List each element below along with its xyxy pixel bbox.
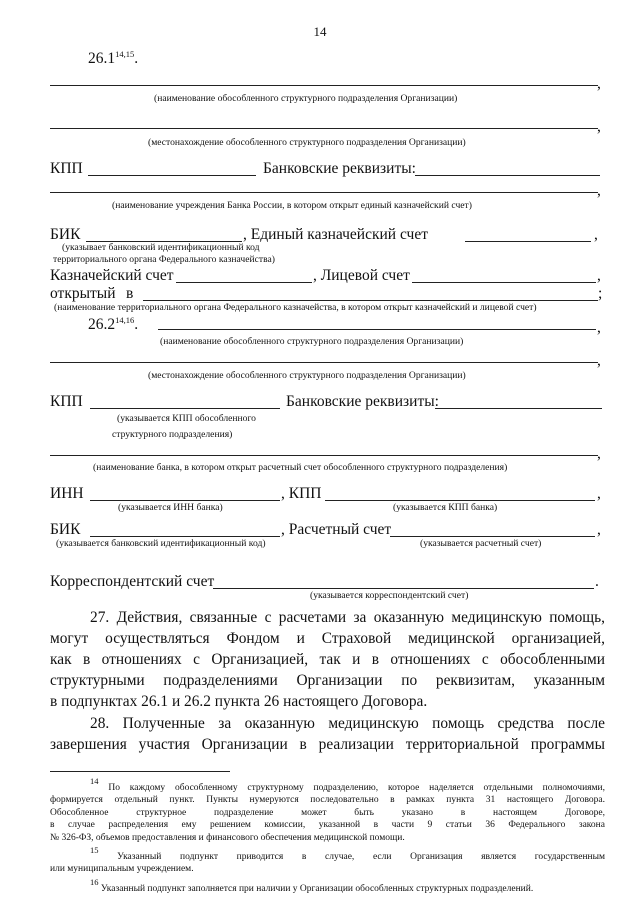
bank-name-field[interactable] (50, 455, 598, 456)
semicolon-mark: ; (598, 285, 603, 302)
p27-line: могут осуществляться Фондом и Страховой медицинской организацией, (50, 630, 605, 647)
correspondent-account-label: Корреспондентский счет (50, 573, 215, 590)
caption-unit-name-2: (наименование обособленного структурного подразделения Организации) (160, 336, 464, 347)
bik-field-2[interactable] (90, 536, 280, 537)
caption-kpp-bank: (указывается КПП банка) (393, 502, 498, 513)
caption-bank-of-russia: (наименование учреждения Банка России, в котором открыт единый казначейский счет) (112, 200, 472, 211)
footnote-ref-14-15: 14,15 (115, 49, 135, 59)
comma-mark: , (597, 319, 601, 336)
settlement-account-field[interactable] (390, 536, 595, 537)
caption-bank-name: (наименование банка, в котором открыт расчетный счет обособленного структурного подразделения) (93, 462, 508, 473)
period-mark: . (595, 573, 599, 590)
caption-bik-line1: (указывает банковский идентификационный код (62, 242, 260, 253)
paragraph-27 (50, 607, 605, 712)
footnote-14-text: По каждому обособленному структурному подразделению, которое наделяется отдельными полномочиями, (108, 783, 605, 793)
p27-line: как в отношениях с Организацией, так и в отношениях с обособленными (50, 651, 605, 668)
caption-kpp-line2: структурного подразделения) (112, 429, 233, 440)
footnote-16-mark: 16 (90, 876, 99, 887)
caption-correspondent-account: (указывается корреспондентский счет) (310, 590, 469, 601)
caption-inn: (указывается ИНН банка) (118, 502, 223, 513)
footnote-ref-14-16: 14,16 (115, 315, 135, 325)
personal-account-field[interactable] (412, 282, 596, 283)
subsection-26-2-number (88, 316, 138, 333)
subsection-26-1-dot: . (134, 50, 139, 67)
subsection-26-1-label: 26.1 (88, 50, 116, 67)
kpp-field[interactable] (88, 175, 256, 176)
comma-mark: , (597, 352, 601, 369)
unified-treasury-account-field[interactable] (465, 241, 591, 242)
footnote-separator (50, 771, 230, 772)
caption-bik-line2: территориального органа Федерального казначейства) (53, 254, 275, 265)
comma-mark: , (597, 521, 601, 538)
caption-unit-location-2: (местонахождение обособленного структурного подразделения Организации) (148, 370, 466, 381)
caption-bik-2: (указывается банковский идентификационный код) (56, 538, 266, 549)
footnote-14-line: № 326-ФЗ, объемов предоставления и финансового обеспечения медицинской помощи. (50, 832, 405, 843)
unified-treasury-account-label: , Единый казначейский счет (243, 226, 428, 243)
kpp-bank-field[interactable] (325, 500, 595, 501)
subsection-26-2-dot: . (134, 316, 139, 333)
bank-details-field[interactable] (415, 175, 600, 176)
subsection-26-1-number (88, 50, 138, 67)
org-unit-name-field-2[interactable] (158, 329, 596, 330)
footnote-14-line (50, 775, 605, 794)
opened-label: открытый (50, 285, 116, 302)
footnote-15-text: Указанный подпункт приводится в случае, если Организация является государственным (117, 852, 606, 863)
bik-label: БИК (50, 226, 81, 243)
in-label: в (126, 285, 134, 302)
inn-field[interactable] (90, 500, 280, 501)
p28-line: завершения участия Организации в реализации территориальной программы (50, 736, 605, 753)
footnote-15-line (50, 844, 605, 863)
comma-mark: , (597, 182, 601, 199)
kpp-label-2: КПП (50, 393, 83, 410)
kpp-label: КПП (50, 160, 83, 177)
footnote-16-text: Указанный подпункт заполняется при наличии у Организации обособленных структурных подразделений. (100, 883, 534, 894)
caption-unit-location: (местонахождение обособленного структурного подразделения Организации) (148, 137, 466, 148)
caption-kpp-line1: (указывается КПП обособленного (117, 413, 256, 424)
footnote-14-line: Обособленное структурное подразделение может быть указано в настоящем Договоре, (50, 807, 605, 818)
comma-mark: , (594, 226, 598, 243)
correspondent-account-field[interactable] (213, 588, 594, 589)
bank-of-russia-field[interactable] (50, 192, 598, 193)
caption-treasury-body: (наименование территориального органа Федерального казначейства, в котором открыт казначейский и лицевой счет) (54, 302, 537, 313)
comma-mark: , (597, 445, 601, 462)
treasury-account-field[interactable] (176, 282, 312, 283)
subsection-26-2-label: 26.2 (88, 316, 116, 333)
p27-line: структурными подразделениями Организации по реквизитам, указанным (50, 672, 605, 689)
kpp-field-2[interactable] (90, 408, 280, 409)
settlement-account-label: , Расчетный счет (281, 521, 392, 538)
org-unit-name-field[interactable] (50, 85, 598, 86)
inn-label: ИНН (50, 485, 84, 502)
footnote-14-line: в случае распределения ему решением комиссии, указанной в части 9 статьи 36 Федерального закона (50, 820, 605, 831)
treasury-body-field[interactable] (143, 300, 598, 301)
footnote-16-line (50, 876, 605, 895)
paragraph-28 (50, 713, 605, 755)
footnote-15-mark: 15 (90, 845, 99, 856)
footnote-14-mark: 14 (90, 776, 99, 786)
org-unit-location-field-2[interactable] (50, 362, 598, 363)
comma-mark: , (597, 267, 601, 284)
bik-label-2: БИК (50, 521, 81, 538)
bank-details-field-2[interactable] (435, 408, 602, 409)
caption-settlement-account: (указывается расчетный счет) (420, 538, 542, 549)
bank-details-label: Банковские реквизиты: (263, 160, 416, 177)
treasury-account-label: Казначейский счет (50, 267, 174, 284)
page-number: 14 (313, 24, 327, 39)
bank-details-label-2: Банковские реквизиты: (286, 393, 439, 410)
kpp-bank-label: , КПП (281, 485, 322, 502)
comma-mark: , (597, 118, 601, 135)
comma-mark: , (597, 75, 601, 92)
footnote-14-line: формируется отдельный пункт. Пункты нумеруются последовательно в рамках пункта 31 настоящего Договора. (50, 795, 605, 806)
footnotes (50, 775, 605, 895)
p27-line: 27. Действия, связанные с расчетами за оказанную медицинскую помощь, (90, 609, 605, 626)
caption-unit-name: (наименование обособленного структурного подразделения Организации) (154, 93, 458, 104)
p27-line: в подпунктах 26.1 и 26.2 пункта 26 настоящего Договора. (50, 693, 428, 710)
comma-mark: , (597, 485, 601, 502)
org-unit-location-field[interactable] (50, 128, 598, 129)
footnote-15-line: или муниципальным учреждением. (50, 864, 194, 875)
p28-line: 28. Полученные за оказанную медицинскую помощь средства после (90, 715, 605, 732)
personal-account-label: , Лицевой счет (313, 267, 410, 284)
